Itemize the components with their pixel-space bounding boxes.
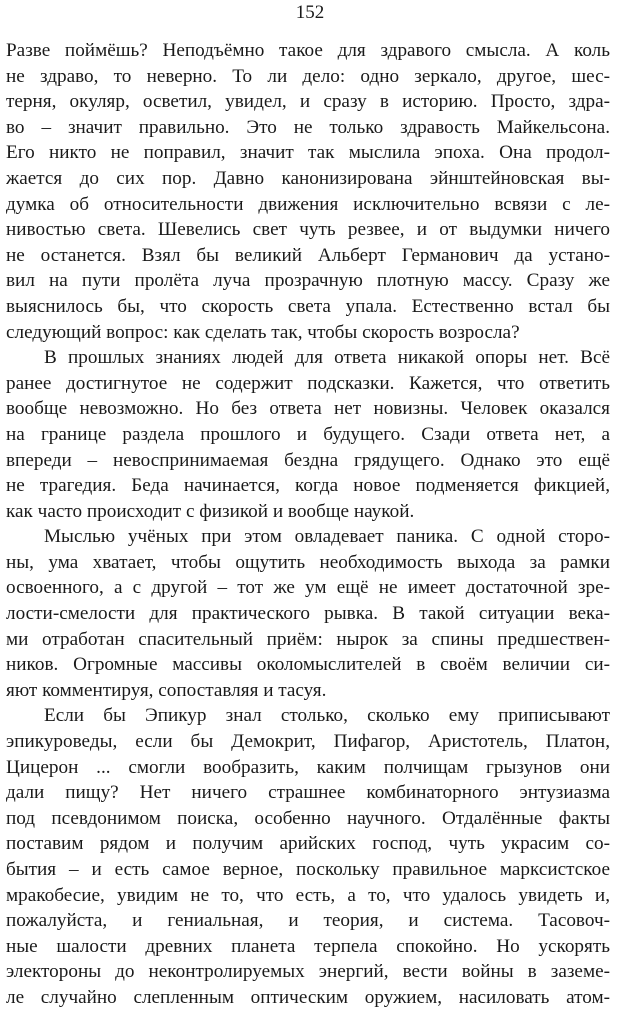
text-line: впереди – невоспринимаемая бездна грядущего. Однако это ещё [6,449,610,471]
text-line: думка об относительности движения исключительно всвязи с ле- [6,193,610,215]
text-line: Его никто не поправил, значит так мыслила эпоха. Она продол- [6,142,610,164]
page-number: 152 [295,2,325,23]
text-line: выяснилось бы, что скорость света упала. Естественно встал бы [6,295,610,317]
text-line: лости-смелости для практического рывка. В такой ситуации века- [6,603,610,625]
text-line: яют комментируя, сопоставляя и тасуя. [6,679,327,701]
text-line: освоенного, а с другой – тот же ум ещё не имеет достаточной зре- [6,577,610,599]
text-line: дали пищу? Нет ничего страшнее комбинаторного энтузиазма [6,782,610,804]
text-line: эпикуроведы, если бы Демокрит, Пифагор, Аристотель, Платон, [6,731,610,753]
paragraph [6,703,610,1010]
text-line: ми отработан спасительный приём: нырок за спины предшествен- [6,628,610,650]
text-line: Мыслью учёных при этом овладевает паника. С одной сторо- [44,526,610,548]
text-line: как часто происходит с физикой и вообще наукой. [6,500,415,522]
text-line: Если бы Эпикур знал столько, сколько ему приписывают [44,705,610,727]
text-line: не останется. Взял бы великий Альберт Германович да устано- [6,244,610,266]
body-text [6,38,610,1011]
text-line: жается до сих пор. Давно канонизирована эйнштейновская вы- [6,167,610,189]
text-line: ников. Огромные массивы околомыслителей в своём величии си- [6,654,610,676]
paragraph [6,345,610,524]
text-line: пожалуйста, и гениальная, и теория, и система. Тасовоч- [6,910,610,932]
text-line: бытия – и есть самое верное, поскольку правильное марксистское [6,859,610,880]
paragraph [6,38,610,345]
text-line: ные шалости древних планета терпела спокойно. Но ускорять [6,935,610,957]
text-line: нивостью света. Шевелись свет чуть резвее, и от выдумки ничего [6,219,610,241]
text-line: на границе раздела прошлого и будущего. Сзади ответа нет, а [6,423,610,445]
text-line: терня, окуляр, осветил, увидел, и сразу в историю. Просто, здра- [6,91,610,113]
text-line: поставим рядом и получим арийских господ, чуть украсим со- [6,833,610,855]
text-line: вил на пути пролёта луча прозрачную плотную массу. Сразу же [6,270,610,292]
text-line: во – значит правильно. Это не только здравость Майкельсона. [6,116,610,138]
text-line: не трагедия. Беда начинается, когда новое подменяется фикцией, [6,475,610,497]
text-line: следующий вопрос: как сделать так, чтобы скорость возросла? [6,321,520,343]
text-line: ранее достигнутое не содержит подсказки. Кажется, что ответить [6,372,610,394]
text-line: электороны до неконтролируемых энергий, вести войны в заземе- [6,961,610,983]
text-line: ны, ума хватает, чтобы ощутить необходимость выхода за рамки [6,551,610,573]
text-line: под псевдонимом поиска, особенно научного. Отдалённые факты [6,807,610,829]
text-line: не здраво, то неверно. То ли дело: одно зеркало, другое, шес- [6,65,610,87]
text-line: Разве поймёшь? Неподъёмно такое для здравого смысла. А коль [6,40,610,61]
text-line: ле случайно слепленным оптическим оружием, насиловать атом- [6,986,610,1008]
text-line: В прошлых знаниях людей для ответа никакой опоры нет. Всё [44,347,610,369]
paragraph [6,524,610,703]
text-line: Цицерон ... смогли вообразить, каким полчищам грызунов они [6,756,610,778]
text-line: вообще невозможно. Но без ответа нет новизны. Человек оказался [6,398,610,420]
text-line: мракобесие, увидим не то, что есть, а то, что удалось увидеть и, [6,884,610,906]
